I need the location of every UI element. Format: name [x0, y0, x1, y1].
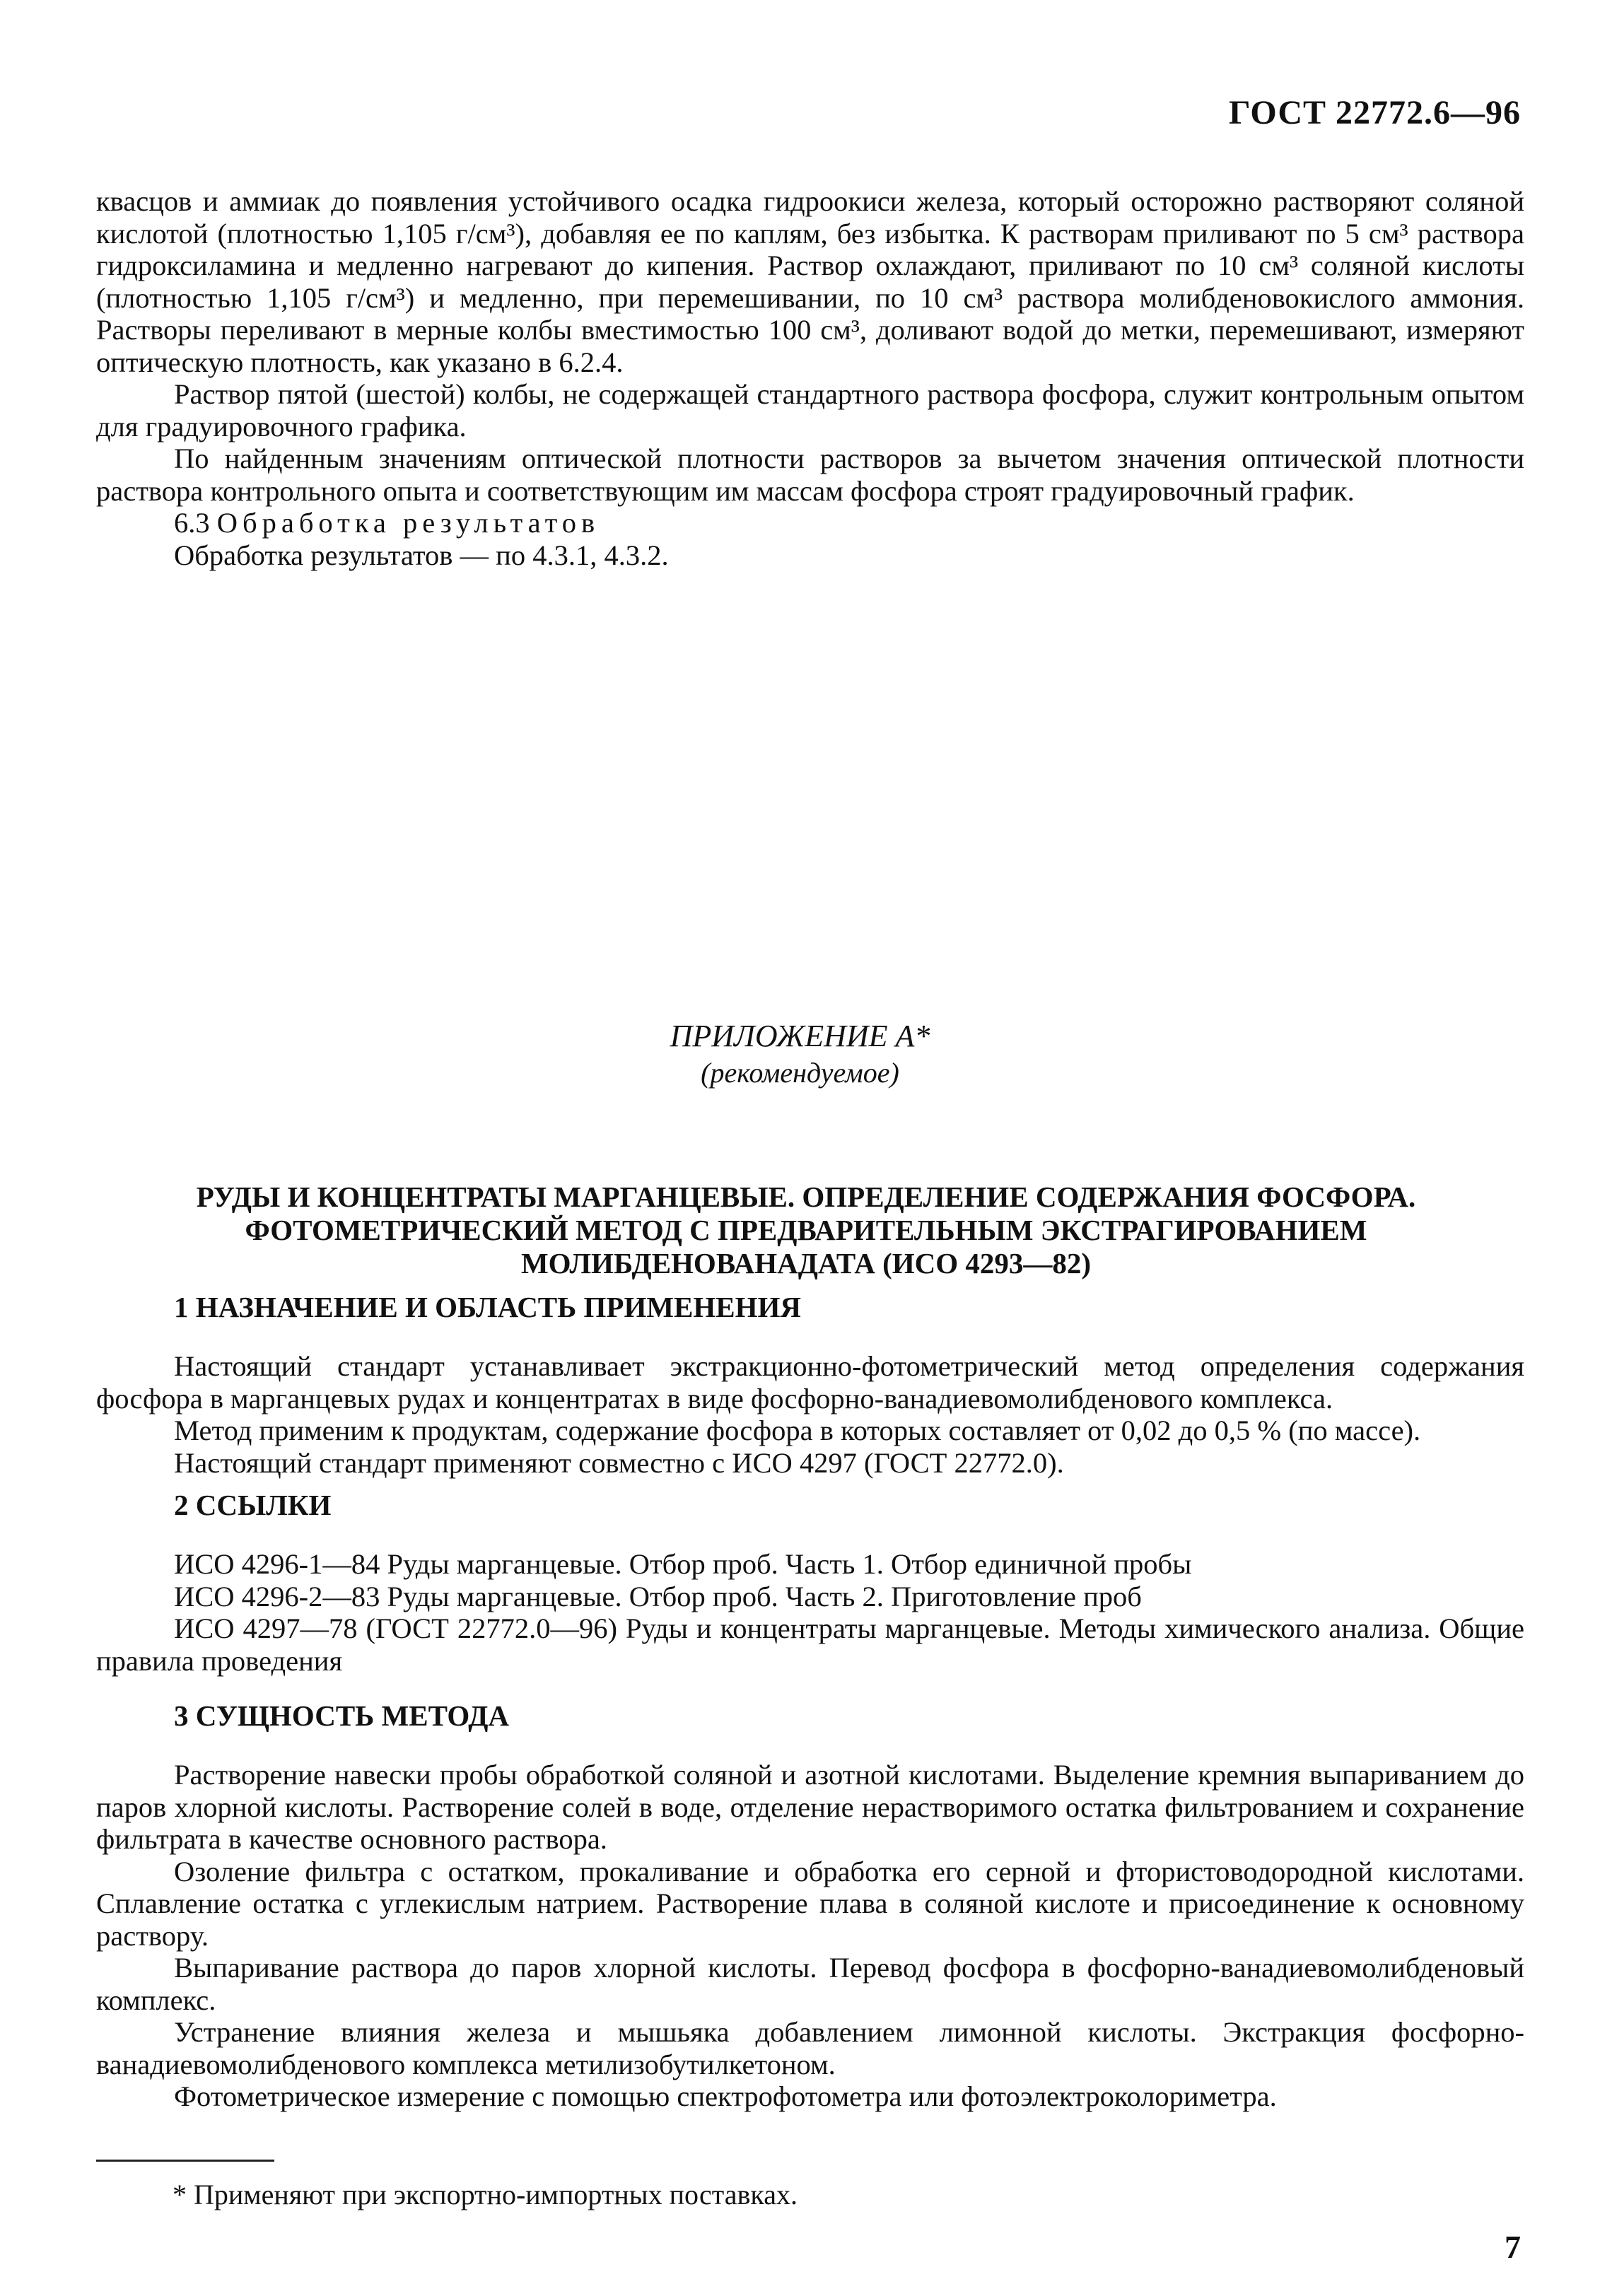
continuation-text	[96, 185, 1524, 571]
paragraph: Раствор пятой (шестой) колбы, не содержащей стандартного раствора фосфора, служит контрольным опытом для градуировочного графика.	[96, 378, 1524, 443]
section-body	[96, 1350, 1524, 1479]
paragraph: Фотометрическое измерение с помощью спектрофотометра или фотоэлектроколориметра.	[174, 2080, 1277, 2112]
paragraph: Настоящий стандарт применяют совместно с ИСО 4297 (ГОСТ 22772.0).	[174, 1446, 1064, 1479]
paragraph: Озоление фильтра с остатком, прокаливание и обработка его серной и фтористоводородной кислотами. Сплавление остатка с углекислым натрием. Растворение плава в соляной кислоте и присоединение к основному раствору.	[96, 1855, 1524, 1952]
reference-item: ИСО 4296-1—84 Руды марганцевые. Отбор проб. Часть 1. Отбор единичной пробы	[174, 1548, 1192, 1580]
title-line: ФОТОМЕТРИЧЕСКИЙ МЕТОД С ПРЕДВАРИТЕЛЬНЫМ ЭКСТРАГИРОВАНИЕМ	[245, 1214, 1367, 1246]
title-line: РУДЫ И КОНЦЕНТРАТЫ МАРГАНЦЕВЫЕ. ОПРЕДЕЛЕНИЕ СОДЕРЖАНИЯ ФОСФОРА.	[196, 1181, 1416, 1213]
section-heading: 2 ССЫЛКИ	[174, 1489, 332, 1521]
paragraph: По найденным значениям оптической плотности растворов за вычетом значения оптической плотности раствора контрольного опыта и соответствующим им массам фосфора строят градуировочный график.	[96, 443, 1524, 507]
paragraph: Устранение влияния железа и мышьяка добавлением лимонной кислоты. Экстракция фосфорно-ванадиевомолибденового комплекса метилизобутилкетоном.	[96, 2016, 1524, 2080]
subsection-title: Обработка результатов	[216, 507, 600, 539]
paragraph: квасцов и аммиак до появления устойчивого осадка гидроокиси железа, который осторожно растворяют соляной кислотой (плотностью 1,105 г/см³), добавляя ее по каплям, без избытка. К растворам приливают по 5 см³ раствора гидроксиламина и медленно нагревают до кипения. Раствор охлаждают, приливают по 10 см³ соляной кислоты (плотностью 1,105 г/см³) и медленно, при перемешивании, по 10 см³ раствора молибденовокислого аммония. Растворы переливают в мерные колбы вместимостью 100 см³, доливают водой до метки, перемешивают, измеряют оптическую плотность, как указано в 6.2.4.	[96, 185, 1524, 378]
footnote: * Применяют при экспортно-импортных поставках.	[173, 2179, 798, 2210]
appendix-label	[0, 1018, 1600, 1091]
section-heading: 1 НАЗНАЧЕНИЕ И ОБЛАСТЬ ПРИМЕНЕНИЯ	[174, 1291, 802, 1323]
section-body	[96, 1759, 1524, 2113]
page-number: 7	[1505, 2229, 1521, 2265]
title-line: МОЛИБДЕНОВАНАДАТА (ИСО 4293—82)	[520, 1247, 1092, 1279]
paragraph: Настоящий стандарт устанавливает экстракционно-фотометрический метод определения содержания фосфора в марганцевых рудах и концентратах в виде фосфорно-ванадиевомолибденового комплекса.	[96, 1350, 1524, 1414]
document-title	[106, 1181, 1506, 1280]
section-body	[96, 1548, 1524, 1677]
paragraph: Метод применим к продуктам, содержание фосфора в которых составляет от 0,02 до 0,5 % (по массе).	[174, 1414, 1421, 1446]
standard-code: ГОСТ 22772.6—96	[1229, 94, 1521, 131]
footnote-divider	[96, 2160, 274, 2162]
subsection-heading	[96, 507, 1524, 539]
subsection-number: 6.3	[174, 507, 210, 539]
paragraph: Растворение навески пробы обработкой соляной и азотной кислотами. Выделение кремния выпариванием до паров хлорной кислоты. Растворение солей в воде, отделение нерастворимого остатка фильтрованием и сохранение фильтрата в качестве основного раствора.	[96, 1759, 1524, 1855]
appendix-status: (рекомендуемое)	[701, 1057, 899, 1089]
paragraph: Выпаривание раствора до паров хлорной кислоты. Перевод фосфора в фосфорно-ванадиевомолибденовый комплекс.	[96, 1952, 1524, 2016]
paragraph: Обработка результатов — по 4.3.1, 4.3.2.	[174, 539, 669, 571]
appendix-title: ПРИЛОЖЕНИЕ А*	[670, 1019, 930, 1053]
reference-item: ИСО 4297—78 (ГОСТ 22772.0—96) Руды и концентраты марганцевые. Методы химического анализа. Общие правила проведения	[96, 1612, 1524, 1677]
reference-item: ИСО 4296-2—83 Руды марганцевые. Отбор проб. Часть 2. Приготовление проб	[174, 1580, 1142, 1612]
section-heading: 3 СУЩНОСТЬ МЕТОДА	[174, 1699, 510, 1732]
